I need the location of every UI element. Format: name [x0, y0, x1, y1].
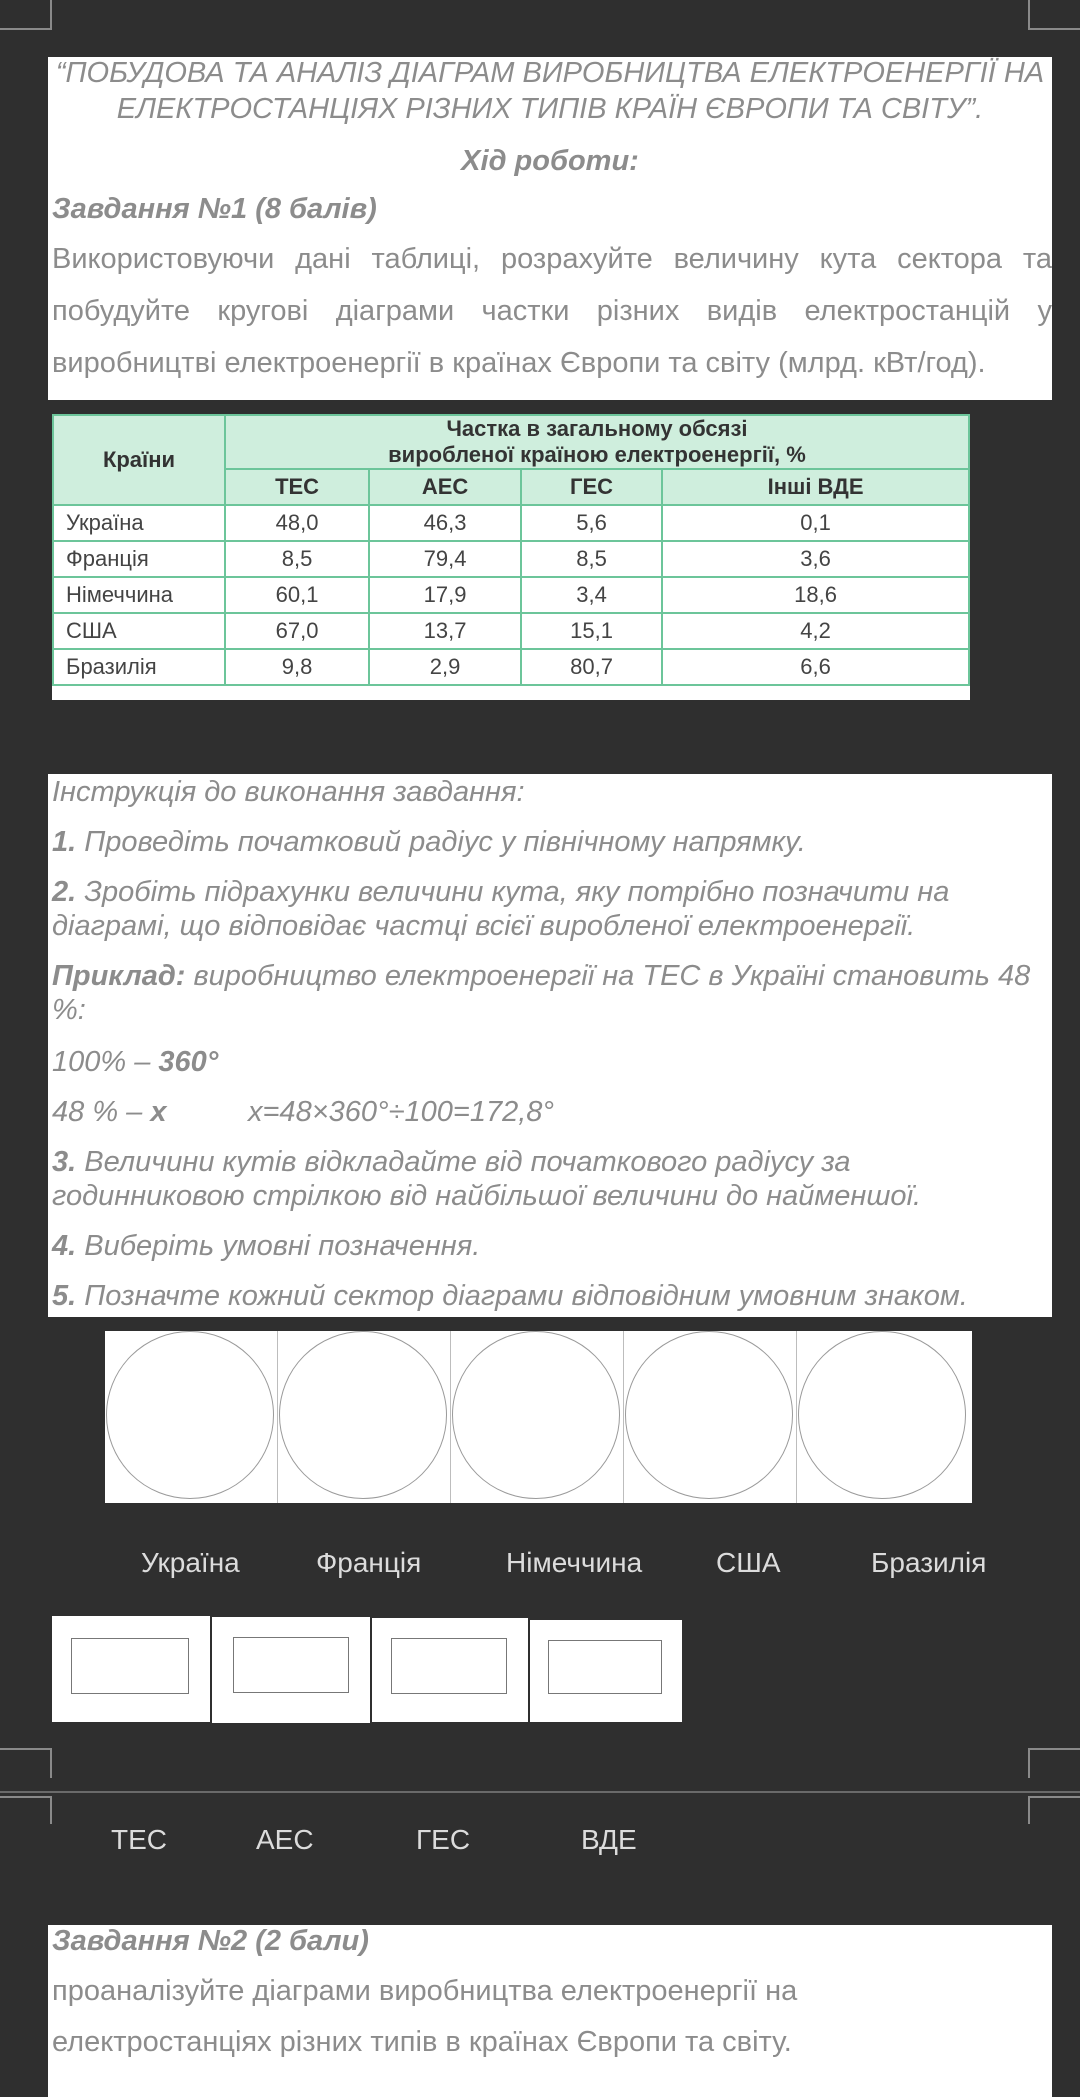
step-text: Позначте кожний сектор діаграми відповідним умовним знаком.: [76, 1280, 968, 1312]
instructions-block: [48, 774, 1052, 1317]
example-line-cont: %:: [52, 994, 86, 1026]
table-cell: 2,9: [369, 649, 521, 685]
calc-text: 48 % –: [52, 1096, 151, 1128]
table-cell-country: Бразилія: [53, 649, 225, 685]
task2-block: [48, 1925, 1052, 2097]
pie-diagram-slot: [624, 1331, 797, 1503]
task2-text-line2: електростанціях різних типів в країнах Європи та світу.: [52, 2026, 792, 2058]
legend-label: АЕС: [256, 1824, 314, 1855]
legend-label: ВДЕ: [581, 1824, 637, 1855]
pie-diagram-strip: [105, 1331, 972, 1503]
pie-diagram-slot: [105, 1331, 278, 1503]
legend-box: [530, 1620, 682, 1722]
table-col-header: АЕС: [369, 469, 521, 505]
pie-diagram-slot: [797, 1331, 969, 1503]
table-cell: 18,6: [662, 577, 969, 613]
table-cell: 6,6: [662, 649, 969, 685]
table-row: [53, 649, 969, 685]
country-label: Україна: [141, 1547, 240, 1578]
task1-heading: Завдання №1 (8 балів): [52, 193, 377, 225]
table-cell: 4,2: [662, 613, 969, 649]
step-number: 4.: [52, 1230, 77, 1262]
task1-block: [48, 57, 1052, 400]
table-col-header: ТЕС: [225, 469, 369, 505]
step-text: Зробіть підрахунки величини кута, яку потрібно позначити на: [76, 876, 950, 908]
instruction-step-3-cont: годинниковою стрілкою від найбільшої величини до найменшої.: [52, 1180, 922, 1212]
step-number: 2.: [52, 876, 77, 908]
step-text: Виберіть умовні позначення.: [76, 1230, 481, 1262]
example-label: Приклад:: [52, 960, 186, 992]
table-cell: 46,3: [369, 505, 521, 541]
example-text: виробництво електроенергії на ТЕС в Україні становить 48: [185, 960, 1031, 992]
step-text: Величини кутів відкладайте від початкового радіусу за: [76, 1146, 851, 1178]
table-cell-country: Франція: [53, 541, 225, 577]
table-cell: 67,0: [225, 613, 369, 649]
table-cell: 15,1: [521, 613, 662, 649]
table-cell: 79,4: [369, 541, 521, 577]
table-cell: 8,5: [521, 541, 662, 577]
legend-label: ГЕС: [416, 1824, 471, 1855]
legend-swatch: [233, 1637, 349, 1693]
calc-text: 100% –: [52, 1046, 159, 1078]
table-cell-country: Німеччина: [53, 577, 225, 613]
table-cell: 0,1: [662, 505, 969, 541]
data-table-wrap: [52, 414, 970, 700]
doc-title-line2: ЕЛЕКТРОСТАНЦІЯХ РІЗНИХ ТИПІВ КРАЇН ЄВРОПИ ТА СВІТУ”.: [116, 93, 984, 125]
calc-value: 360°: [158, 1046, 219, 1078]
instruction-step-2-cont: діаграмі, що відповідає частці всієї виробленої електроенергії.: [52, 910, 916, 942]
empty-pie-circle: [279, 1331, 447, 1499]
calc-line-1: [52, 1046, 1052, 1079]
page-break-line: [0, 1791, 1080, 1793]
empty-pie-circle: [106, 1331, 274, 1499]
legend-box: [372, 1618, 528, 1722]
page-corner-mark: [0, 1748, 52, 1778]
table-cell-country: Україна: [53, 505, 225, 541]
empty-pie-circle: [798, 1331, 966, 1499]
table-group-header: [225, 415, 969, 469]
table-header-country: Країни: [53, 415, 225, 505]
table-row: [53, 541, 969, 577]
legend-swatch: [548, 1640, 662, 1694]
legend-swatch: [391, 1638, 507, 1694]
page-corner-mark: [1028, 1796, 1080, 1824]
table-cell: 3,4: [521, 577, 662, 613]
task1-text-line2: побудуйте кругові діаграми частки різних видів електростанцій у: [52, 295, 1052, 327]
empty-pie-circle: [452, 1331, 620, 1499]
page-corner-mark: [0, 1796, 52, 1824]
instruction-step-2: [52, 876, 1052, 909]
table-group-header-line2: виробленої країною електроенергії, %: [388, 442, 806, 467]
legend-swatch: [71, 1638, 189, 1694]
legend-box: [52, 1616, 210, 1722]
table-cell: 3,6: [662, 541, 969, 577]
data-table: [52, 414, 970, 686]
page-corner-mark: [1028, 0, 1080, 30]
progress-heading: Хід роботи:: [461, 145, 639, 177]
instruction-step-1: [52, 826, 1052, 859]
example-line: [52, 960, 1052, 993]
empty-pie-circle: [625, 1331, 793, 1499]
table-cell: 48,0: [225, 505, 369, 541]
doc-title-line1: “ПОБУДОВА ТА АНАЛІЗ ДІАГРАМ ВИРОБНИЦТВА ЕЛЕКТРОЕНЕРГІЇ НА: [55, 57, 1045, 89]
instruction-step-5: [52, 1280, 1052, 1313]
task1-text-line3: виробництві електроенергії в країнах Європи та світу (млрд. кВт/год).: [52, 347, 986, 379]
table-row: [53, 505, 969, 541]
page-corner-mark: [1028, 1748, 1080, 1778]
table-col-header: Інші ВДЕ: [662, 469, 969, 505]
instructions-heading: Інструкція до виконання завдання:: [52, 776, 525, 808]
pie-diagram-slot: [451, 1331, 624, 1503]
page-corner-mark: [0, 0, 52, 30]
pie-diagram-slot: [278, 1331, 451, 1503]
table-col-header: ГЕС: [521, 469, 662, 505]
table-cell: 5,6: [521, 505, 662, 541]
step-number: 5.: [52, 1280, 77, 1312]
table-cell: 60,1: [225, 577, 369, 613]
country-label: США: [716, 1547, 781, 1578]
country-label: Франція: [316, 1547, 422, 1578]
calc-formula: x=48×360°÷100=172,8°: [248, 1096, 555, 1128]
task2-heading: Завдання №2 (2 бали): [52, 1925, 369, 1957]
calc-value: x: [150, 1096, 167, 1128]
task1-text-line1: Використовуючи дані таблиці, розрахуйте величину кута сектора та: [52, 243, 1052, 275]
step-number: 3.: [52, 1146, 77, 1178]
step-number: 1.: [52, 826, 77, 858]
table-row: [53, 577, 969, 613]
step-text: Проведіть початковий радіус у північному напрямку.: [76, 826, 806, 858]
table-cell: 13,7: [369, 613, 521, 649]
table-cell: 17,9: [369, 577, 521, 613]
country-label: Бразилія: [871, 1547, 987, 1578]
legend-box: [212, 1617, 370, 1723]
table-group-header-line1: Частка в загальному обсязі: [446, 416, 748, 441]
table-cell-country: США: [53, 613, 225, 649]
table-cell: 9,8: [225, 649, 369, 685]
table-row: [53, 613, 969, 649]
task2-text-line1: проаналізуйте діаграми виробництва електроенергії на: [52, 1975, 798, 2007]
legend-label: ТЕС: [111, 1824, 167, 1855]
country-label: Німеччина: [506, 1547, 643, 1578]
table-cell: 8,5: [225, 541, 369, 577]
table-cell: 80,7: [521, 649, 662, 685]
instruction-step-4: [52, 1230, 1052, 1263]
instruction-step-3: [52, 1146, 1052, 1179]
